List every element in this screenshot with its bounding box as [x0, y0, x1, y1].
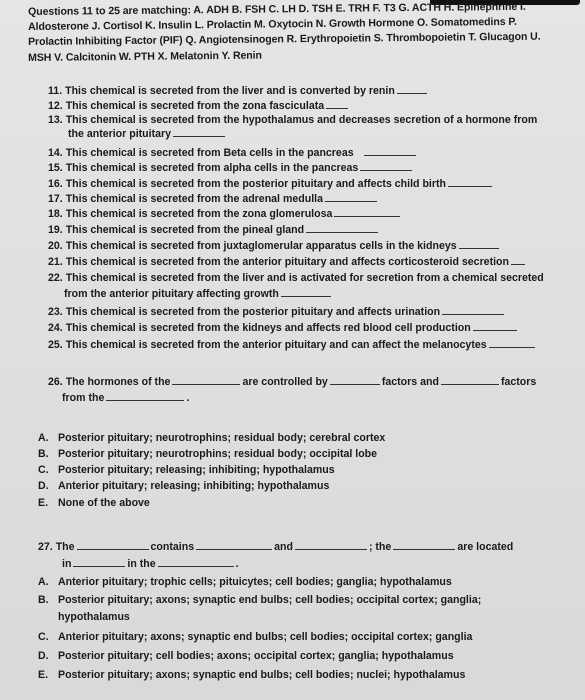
q26-option-e: E. None of the above — [38, 497, 150, 509]
q27-option-e: E. Posterior pituitary; axons; synaptic end bulbs; cell bodies; nuclei; hypothalamus — [38, 669, 466, 681]
list-item: 19. This chemical is secreted from the pineal gland — [48, 224, 380, 237]
list-item: 21. This chemical is secreted from the anterior pituitary and affects corticosteroid secretion — [48, 256, 527, 269]
q26-option-c: C. Posterior pituitary; releasing; inhibiting; hypothalamus — [38, 464, 335, 476]
q27-option-b-cont: hypothalamus — [58, 611, 130, 623]
list-item: 24. This chemical is secreted from the kidneys and affects red blood cell production — [48, 322, 519, 335]
list-item: 23. This chemical is secreted from the posterior pituitary and affects urination — [48, 306, 506, 319]
list-item: 17. This chemical is secreted from the adrenal medulla — [48, 193, 379, 206]
q27-option-a: A. Anterior pituitary; trophic cells; pituicytes; cell bodies; ganglia; hypothalamus — [38, 576, 452, 588]
q26-option-b: B. Posterior pituitary; neurotrophins; residual body; occipital lobe — [38, 448, 378, 460]
q26-stem-line-1: 26. The hormones of the are controlled by factors and factors — [48, 376, 537, 388]
q27-stem-line-2: in in the . — [62, 558, 239, 570]
q26-option-d: D. Anterior pituitary; releasing; inhibiting; hypothalamus — [38, 480, 330, 492]
q27-option-c: C. Anterior pituitary; axons; synaptic end bulbs; cell bodies; occipital cortex; ganglia — [38, 631, 473, 643]
list-item: 11. This chemical is secreted from the liver and is converted by renin — [48, 85, 429, 98]
list-item: from the anterior pituitary affecting growth — [64, 288, 333, 301]
list-item: 20. This chemical is secreted from juxtaglomerular apparatus cells in the kidneys — [48, 240, 501, 253]
list-item: 25. This chemical is secreted from the anterior pituitary and can affect the melanocytes — [48, 339, 537, 352]
list-item: 18. This chemical is secreted from the zona glomerulosa — [48, 208, 402, 221]
list-item: the anterior pituitary — [68, 128, 227, 141]
q26-stem-line-2: from the . — [62, 392, 190, 404]
header-line1-rest: A. ADH B. FSH C. LH D. TSH E. TRH F. T3 G. ACTH H. Epinephrine I. — [193, 0, 526, 17]
list-item: 22. This chemical is secreted from the liver and is activated for secretion from a chemical secreted — [48, 272, 544, 284]
header-title: Questions 11 to 25 are matching: — [28, 4, 191, 18]
list-item: 12. This chemical is secreted from the zona fasciculata — [48, 100, 350, 113]
header-line-2: Aldosterone J. Cortisol K. Insulin L. Prolactin M. Oxytocin N. Growth Hormone O. Somatomedins P. — [28, 15, 517, 33]
q27-stem-line-1: 27. The contains and ; the are located — [38, 541, 514, 553]
q27-option-d: D. Posterior pituitary; cell bodies; axons; occipital cortex; ganglia; hypothalamus — [38, 650, 454, 662]
list-item: 15. This chemical is secreted from alpha cells in the pancreas — [48, 162, 414, 175]
q26-option-a: A. Posterior pituitary; neurotrophins; residual body; cerebral cortex — [38, 432, 386, 444]
list-item: 13. This chemical is secreted from the hypothalamus and decreases secretion of a hormone from — [48, 114, 538, 126]
q27-option-b: B. Posterior pituitary; axons; synaptic end bulbs; cell bodies; occipital cortex; ganglia; — [38, 594, 482, 606]
header-line-4: MSH V. Calcitonin W. PTH X. Melatonin Y. Renin — [28, 49, 262, 64]
list-item: 14. This chemical is secreted from Beta cells in the pancreas — [48, 147, 418, 160]
header-line-3: Prolactin Inhibiting Factor (PIF) Q. Angiotensinogen R. Erythropoietin S. Thrombopoietin T. Glucagon U. — [28, 30, 541, 48]
list-item: 16. This chemical is secreted from the posterior pituitary and affects child birth — [48, 178, 494, 191]
